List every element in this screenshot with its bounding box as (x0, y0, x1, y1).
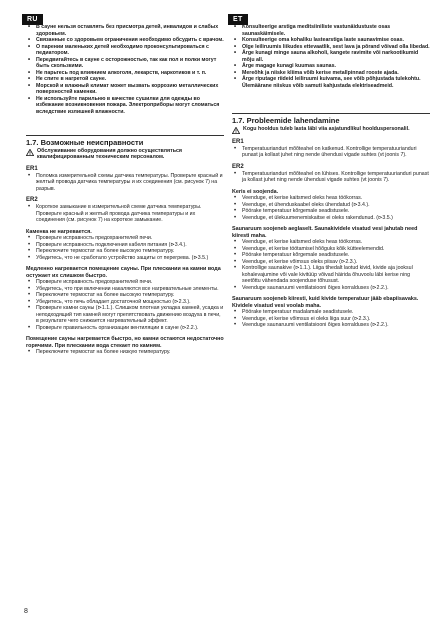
list-item: • Связанные со здоровьем ограничения необходимо обсудить с врачом. (36, 37, 224, 44)
list-item: • Veenduge, et kerise võimsus ei oleks liiga suur (⊳2.3.). (242, 316, 430, 323)
page-number: 8 (24, 608, 28, 615)
list-item: • Убедитесь, что не сработало устройство защиты от перегрева. (⊳3.5.) (36, 255, 224, 262)
column-ru (26, 24, 224, 356)
section-title-ru: 1.7. Возможные неисправности (26, 138, 144, 147)
warning-triangle-icon (232, 127, 240, 134)
warning-text-ru: Обслуживание оборудования должно осуществляться квалифицированным техническим персоналом. (37, 148, 183, 161)
symptom-2-title-et: Saunaruum soojeneb aeglaselt. Saunakividele visatud vesi jahutab need kiiresti maha. (232, 226, 418, 239)
symptom-1-title-et: Keris ei soojenda. (232, 188, 279, 195)
list-item: • Veenduge, et ühenduskaabel oleks ühendatud (⊳3.4.). (242, 202, 430, 209)
list-item: • Ärge riputage riideid leiliruumi kuivama, see võib põhjustada tulekohtu. Ülemäärane niiskus võib samuti kahjustada elektriseadmeid. (242, 76, 430, 89)
list-item: • Проверьте исправность предохранителей печи. (36, 235, 224, 242)
list-item: • О парении маленьких детей необходимо проконсультироваться с педиатором. (36, 44, 224, 57)
list-item: • Ärge kunagi minge sauna alkoholi, kangete ravimite või narkootikumid mõju all. (242, 50, 430, 63)
list-item: • Veenduge, et kerise kaitsmed oleks heas töökorras. (242, 195, 430, 202)
list-item: • Проверьте правильность организации вентиляции в сауне (⊳2.2.). (36, 325, 224, 332)
error-code-er2-et: ER2 (232, 163, 244, 170)
section-title-et: 1.7. Probleemide lahendamine (232, 116, 340, 125)
list-item: • Mereõhk ja niiske kliima võib kerise metallpinnad rooste ajada. (242, 70, 430, 77)
list-item: • Убедитесь, что при включении накаляются все нагревательные элементы. (36, 286, 224, 293)
list-item: • Pöörake temperatuur kõrgemale seadistusele. (242, 252, 430, 259)
list-item: • Проверьте исправность предохранителей печи. (36, 279, 224, 286)
list-item: • Убедитесь, что печь обладает достаточной мощностью (⊳2.3.). (36, 299, 224, 306)
list-item: • Не используйте парильню в качестве сушилки для одежды во избежание возникновения пожара. Электроприборы могут сломаться вследствие излишней влажности. (36, 96, 224, 116)
list-item: • Kontrollige saunakive (⊳1.1.). Liiga tihedalt laotud kivid, kivide aja jooksul kohalevajumine või vale kivitüüp võivad häirida õhuvoolu läbi kerise ning seetõttu vähendada soojenduse tõhusust. (242, 265, 430, 285)
warning-triangle-icon (26, 149, 34, 156)
column-et (232, 24, 430, 329)
list-item: • Морской и влажный климат может вызвать коррозию металлических поверхностей каменки. (36, 83, 224, 96)
list-item: • Veenduge, et kerise kaitsmed oleks heas töökorras. (242, 239, 430, 246)
list-item: • Переключите термостат на более низкую температуру. (36, 349, 224, 356)
section-heading-et (232, 113, 430, 134)
section-heading-ru (26, 135, 224, 161)
symptom-3-list-ru (26, 349, 224, 356)
list-item: • Переключите термостат на более высокую температуру. (36, 292, 224, 299)
er1-list-ru (26, 173, 224, 193)
symptom-3-title-ru: Помещение сауны нагревается быстро, но камни остаются недостаточно горячими. При плескании вода стекает по камням. (26, 336, 224, 349)
list-item: • Pöörake temperatuur kõrgemale seadistusele. (242, 208, 430, 215)
error-code-er1-ru: ER1 (26, 165, 38, 172)
symptom-3-title-et: Saunaruum soojeneb kiiresti, kuid kivide temperatuur jääb ebapiisavaks. Kividele visatud vesi voolab maha. (232, 296, 419, 309)
list-item: • Veenduge saunaruumi ventilatsiooni õiges korralduses (⊳2.2.). (242, 285, 430, 292)
list-item: • Veenduge saunaruumi ventilatsiooni õiges korralduses (⊳2.2.). (242, 322, 430, 329)
symptom-3-list-et (232, 309, 430, 329)
symptom-1-title-ru: Каменка не нагревается. (26, 228, 92, 235)
error-code-er1-et: ER1 (232, 138, 244, 145)
list-item: • Veenduge, et kerise töötamisel hõõguks kõik kütteelemendid. (242, 246, 430, 253)
symptom-2-list-ru (26, 279, 224, 331)
safety-list-et (232, 24, 430, 89)
safety-list-ru (26, 24, 224, 115)
list-item: • Veenduge, et ülekuumenemiskaitse ei oleks rakendunud. (⊳3.5.) (242, 215, 430, 222)
list-item: • Pöörake temperatuur madalamale seadistusele. (242, 309, 430, 316)
list-item: • Переключите термостат на более высокую температуру. (36, 248, 224, 255)
list-item: • Olge leiliruumis liikudes ettevaatlik, sest lava ja põrand võivad olla libedad. (242, 44, 430, 51)
list-item: • Не парьтесь под влиянием алкоголя, лекарств, наркотиков и т. п. (36, 70, 224, 77)
list-item: • Ärge magage kunagi kuumas saunas. (242, 63, 430, 70)
list-item: • Temperatuurianduri mõõteahel on lühises. Kontrollige temperatuurianduri punast ja kollast juhet ning nende ühendusi vigade suhtes (vt joonis 7). (242, 171, 430, 184)
list-item: • Передвигайтесь в сауне с осторожностью, так как пол и полки могут быть скользкими. (36, 57, 224, 70)
symptom-1-list-ru (26, 235, 224, 261)
list-item: • Veenduge, et kerise võimsus oleks piisav (⊳2.3.). (242, 259, 430, 266)
er2-list-et (232, 171, 430, 184)
list-item: • Проверьте камни сауны (⊳1.1.). Слишком плотная укладка камней, усадка и неподходящий тип камней могут препятствовать движению воздуха в печи, в результате чего снижается нагревательный эффект. (36, 305, 224, 325)
er2-list-ru (26, 204, 224, 224)
list-item: • Konsulteerige arstiga meditsiiniliste vastunäidustuste osas saunaskäimisele. (242, 24, 430, 37)
error-code-er2-ru: ER2 (26, 197, 38, 204)
warning-text-et: Kogu hooldus tuleb lasta läbi viia asjatundlikul hoolduspersonalil. (243, 126, 410, 132)
list-item: • Поломка измерительной схемы датчика температуры. Проверьте красный и желтый провода датчика температуры и их соединения (см. рисунок 7) на разрыв. (36, 173, 224, 193)
language-tab-ru: RU (22, 14, 43, 25)
list-item: • В сауне нельзя оставлять без присмотра детей, инвалидов и слабых здоровьем. (36, 24, 224, 37)
list-item: • Не спите в нагретой сауне. (36, 76, 224, 83)
symptom-2-title-ru: Медленно нагревается помещение сауны. При плескании на камни вода остужает их слишком быстро. (26, 266, 221, 279)
er1-list-et (232, 146, 430, 159)
list-item: • Konsulteerige oma kohaliku lastearstiga laste saunavimise osas. (242, 37, 430, 44)
list-item: • Короткое замыкание в измерительной схеме датчика температуры. Проверьте красный и желтый провода датчика температуры и их соединения (см. рисунок 7) на короткое замыкание. (36, 204, 224, 224)
symptom-1-list-et (232, 195, 430, 221)
list-item: • Temperatuurianduri mõõteahel on katkenud. Kontrollige temperatuurianduri punast ja kollast juhet ning nende ühendusi vigade suhtes (vt joonis 7). (242, 146, 430, 159)
list-item: • Проверьте исправность подключения кабеля питания (⊳3.4.). (36, 242, 224, 249)
language-tab-et: ET (228, 14, 248, 25)
symptom-2-list-et (232, 239, 430, 291)
